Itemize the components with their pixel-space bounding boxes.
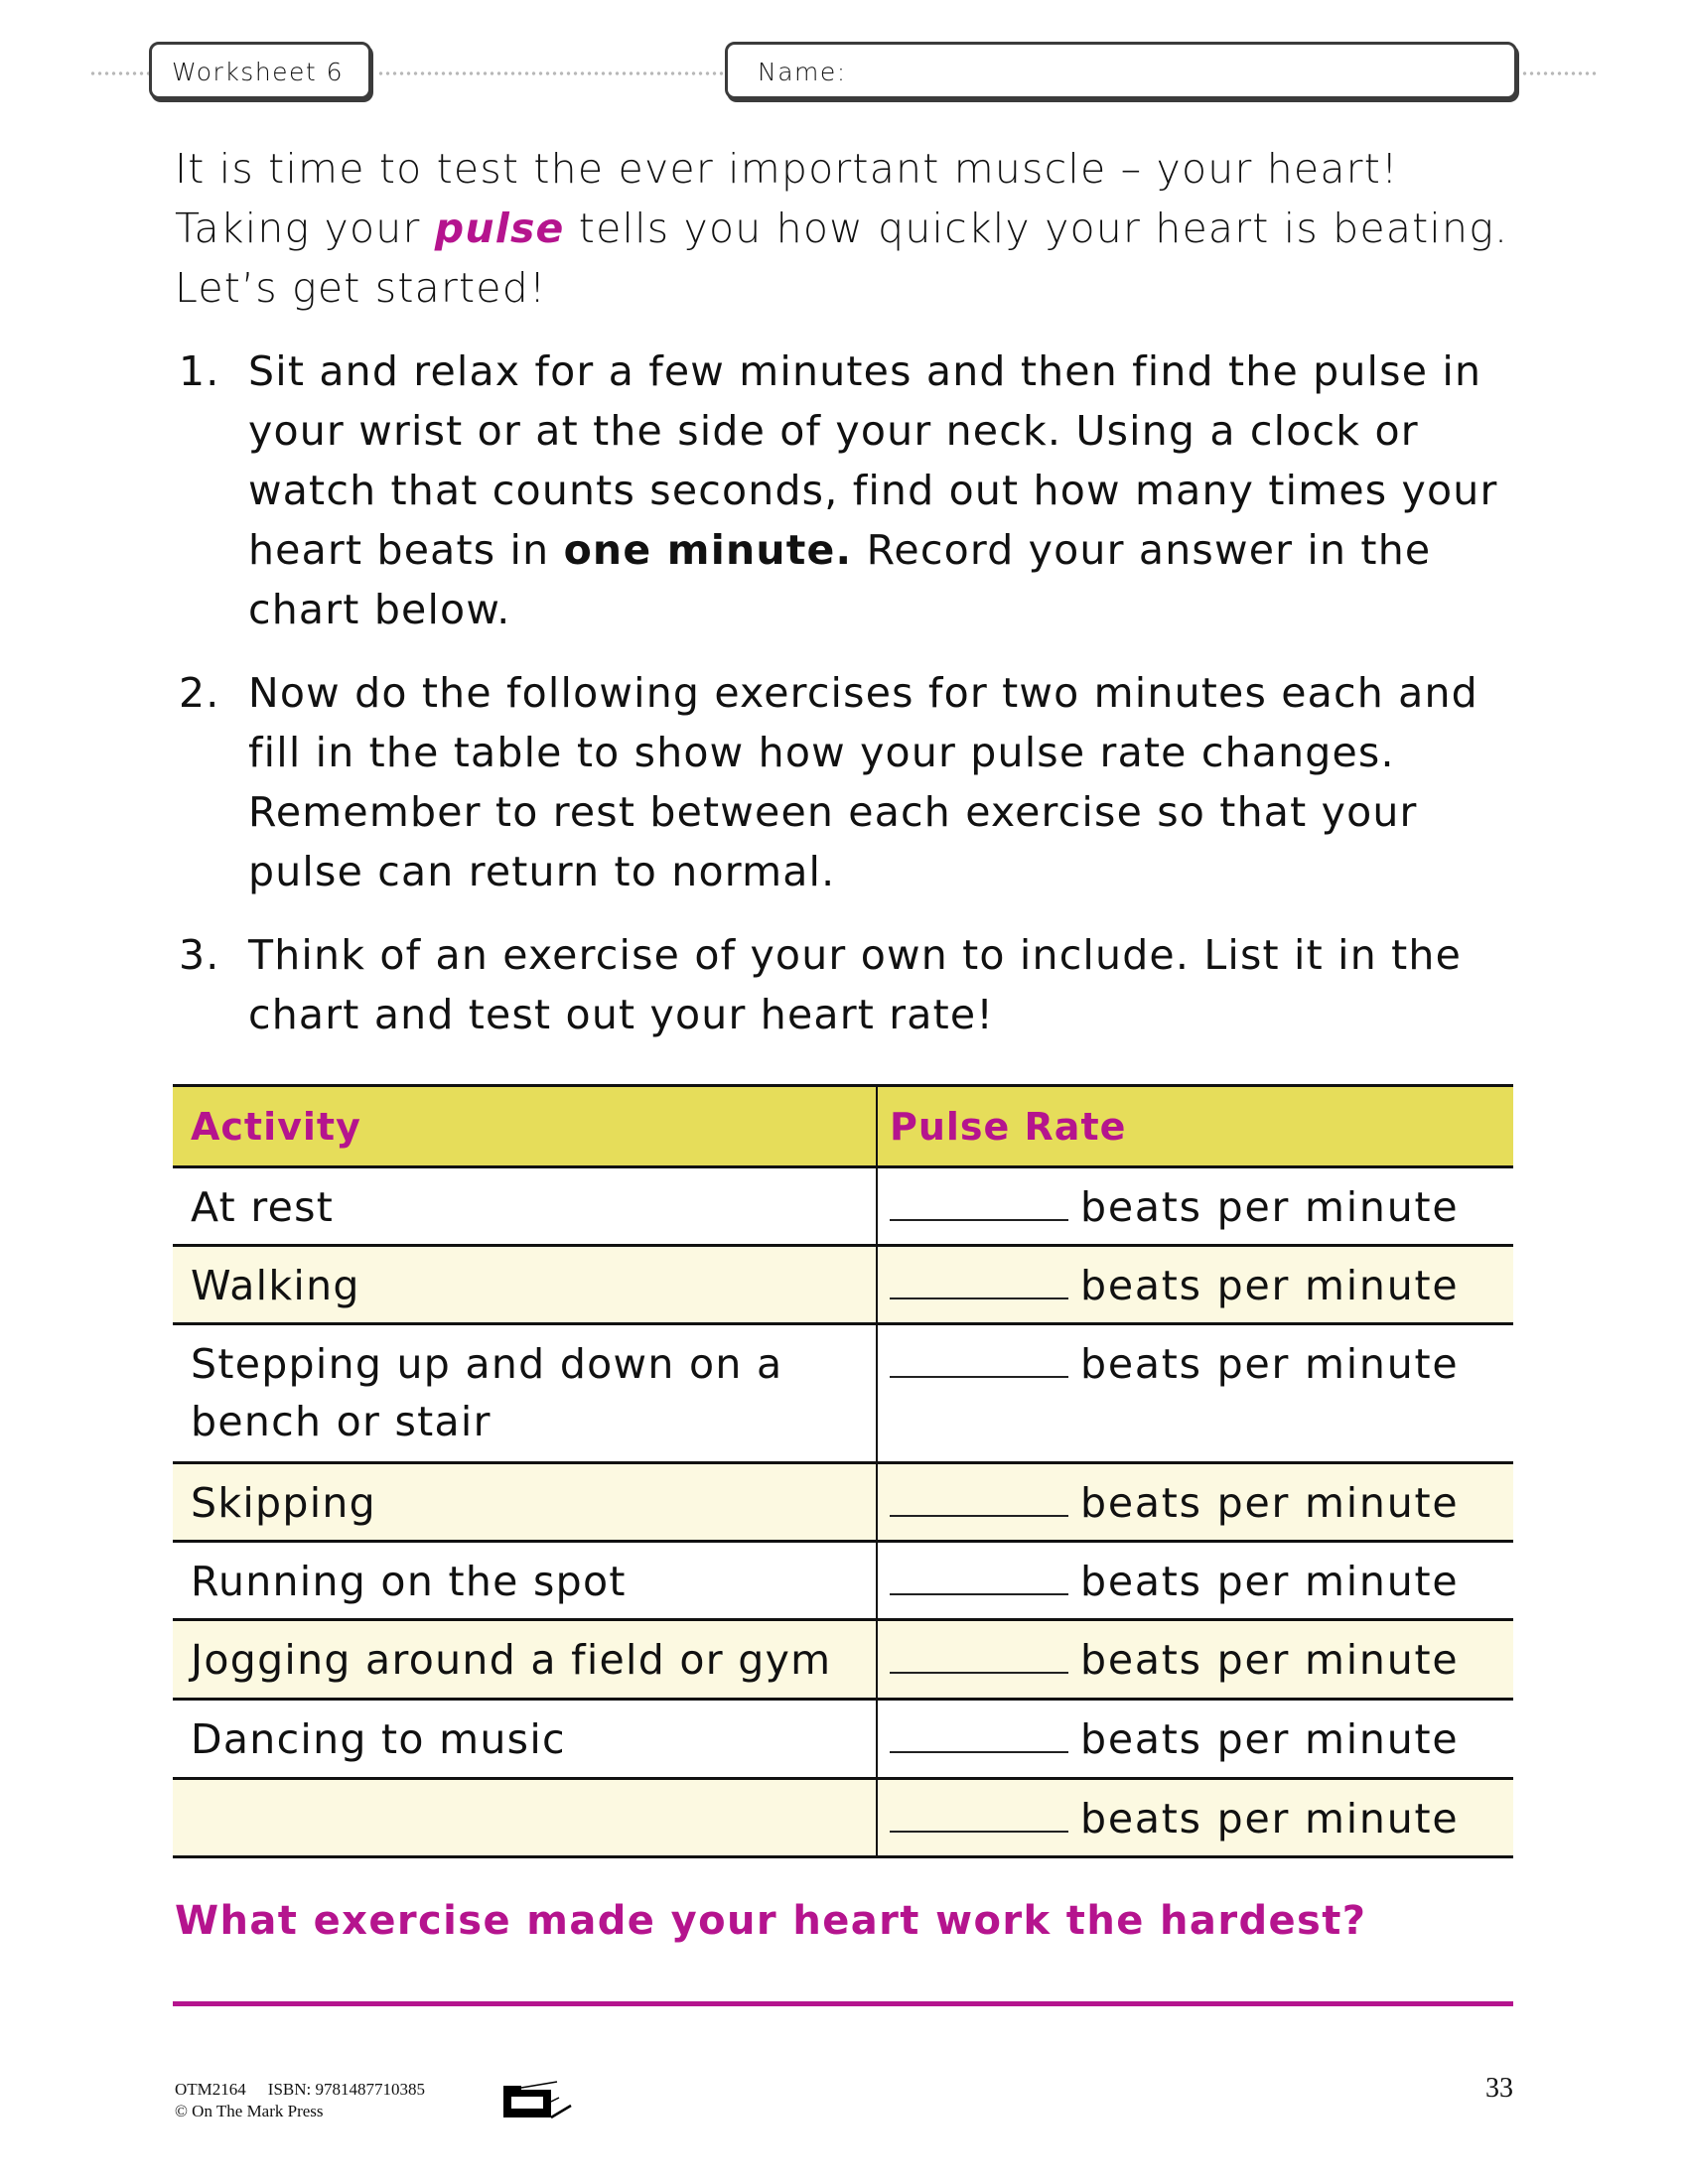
answer-line[interactable]: [173, 2001, 1513, 2006]
step-text: Think of an exercise of your own to include. List it in the chart and test out your heart rate!: [248, 931, 1463, 1038]
table-row: [173, 1618, 1513, 1698]
instruction-list-3: [175, 925, 1525, 1068]
pulse-cell: [878, 1701, 1513, 1777]
pulse-answer-blank[interactable]: [890, 1632, 1068, 1674]
activity-cell: Stepping up and down on a bench or stair: [173, 1325, 878, 1461]
activity-cell: Walking: [173, 1247, 878, 1322]
footer-credits: [175, 2079, 425, 2122]
pulse-answer-blank[interactable]: [890, 1791, 1068, 1833]
pulse-rate-table: [173, 1084, 1513, 1858]
header-dots-right: [1521, 71, 1599, 75]
table-row: [173, 1165, 1513, 1244]
instruction-step-3: [175, 925, 1525, 1044]
unit-label: beats per minute: [1080, 1183, 1460, 1231]
instruction-step-1: [175, 341, 1525, 639]
table-row: [173, 1461, 1513, 1540]
name-field[interactable]: [725, 42, 1517, 99]
copier-icon: [501, 2080, 581, 2119]
step-text-end: Record your answer in the chart below.: [248, 526, 1432, 633]
step-text: Sit and relax for a few minutes and then find the pulse in your wrist or at the side of your neck. Using a clock or watch that counts seconds, find out how many times your heart beats in: [248, 347, 1498, 574]
instruction-list: [175, 341, 1525, 663]
instruction-step-2: [175, 663, 1525, 901]
intro-text-start: It is time to test the ever important muscle – your heart! Taking your: [175, 145, 1399, 252]
custom-activity-cell[interactable]: [173, 1780, 878, 1855]
unit-label: beats per minute: [1080, 1558, 1460, 1605]
header-activity: Activity: [173, 1087, 878, 1165]
pulse-answer-blank[interactable]: [890, 1475, 1068, 1517]
header-pulse-rate: Pulse Rate: [890, 1105, 1127, 1149]
instruction-list-2: [175, 663, 1525, 925]
activity-cell: Jogging around a field or gym: [173, 1621, 878, 1698]
step-number: 3.: [179, 931, 220, 979]
table-row-custom: [173, 1777, 1513, 1858]
pulse-cell: [878, 1247, 1513, 1322]
table-header-row: [173, 1084, 1513, 1165]
pulse-cell: [878, 1464, 1513, 1540]
intro-paragraph: [175, 139, 1525, 318]
pulse-cell: [878, 1780, 1513, 1855]
unit-label: beats per minute: [1080, 1262, 1460, 1309]
table-row: [173, 1322, 1513, 1461]
activity-cell: Dancing to music: [173, 1701, 878, 1777]
table-row: [173, 1244, 1513, 1322]
step-text: Now do the following exercises for two minutes each and fill in the table to show how your pulse rate changes. Remember to rest between each exercise so that your pulse can return to normal.: [248, 669, 1478, 895]
activity-cell: Skipping: [173, 1464, 878, 1540]
activity-cell: Running on the spot: [173, 1543, 878, 1618]
pulse-cell: [878, 1325, 1513, 1461]
pulse-answer-blank[interactable]: [890, 1554, 1068, 1595]
copyright: © On The Mark Press: [175, 2102, 324, 2120]
page-number: 33: [1485, 2073, 1513, 2104]
step-number: 1.: [179, 347, 220, 395]
unit-label: beats per minute: [1080, 1636, 1460, 1684]
unit-label: beats per minute: [1080, 1795, 1460, 1843]
step-number: 2.: [179, 669, 220, 717]
name-label: Name:: [758, 58, 847, 86]
pulse-cell: [878, 1168, 1513, 1244]
intro-text-end: tells you how quickly your heart is beating. Let’s get started!: [175, 205, 1509, 312]
product-code: OTM2164: [175, 2080, 246, 2099]
pulse-answer-blank[interactable]: [890, 1336, 1068, 1378]
pulse-answer-blank[interactable]: [890, 1258, 1068, 1299]
pulse-answer-blank[interactable]: [890, 1711, 1068, 1753]
unit-label: beats per minute: [1080, 1479, 1460, 1527]
header-dots-left: [89, 71, 149, 75]
worksheet-label-box: [149, 42, 371, 99]
pulse-answer-blank[interactable]: [890, 1179, 1068, 1221]
pulse-cell: [878, 1543, 1513, 1618]
isbn: ISBN: 9781487710385: [267, 2080, 425, 2099]
worksheet-label: Worksheet 6: [172, 58, 345, 86]
reflection-question: What exercise made your heart work the hardest?: [175, 1898, 1367, 1944]
activity-cell: At rest: [173, 1168, 878, 1244]
table-row: [173, 1540, 1513, 1618]
unit-label: beats per minute: [1080, 1715, 1460, 1763]
intro-highlight-pulse: pulse: [434, 205, 565, 252]
header-dots-middle: [377, 71, 723, 75]
table-row: [173, 1698, 1513, 1777]
step-bold-text: one minute.: [563, 526, 853, 574]
pulse-cell: [878, 1621, 1513, 1698]
unit-label: beats per minute: [1080, 1340, 1460, 1388]
